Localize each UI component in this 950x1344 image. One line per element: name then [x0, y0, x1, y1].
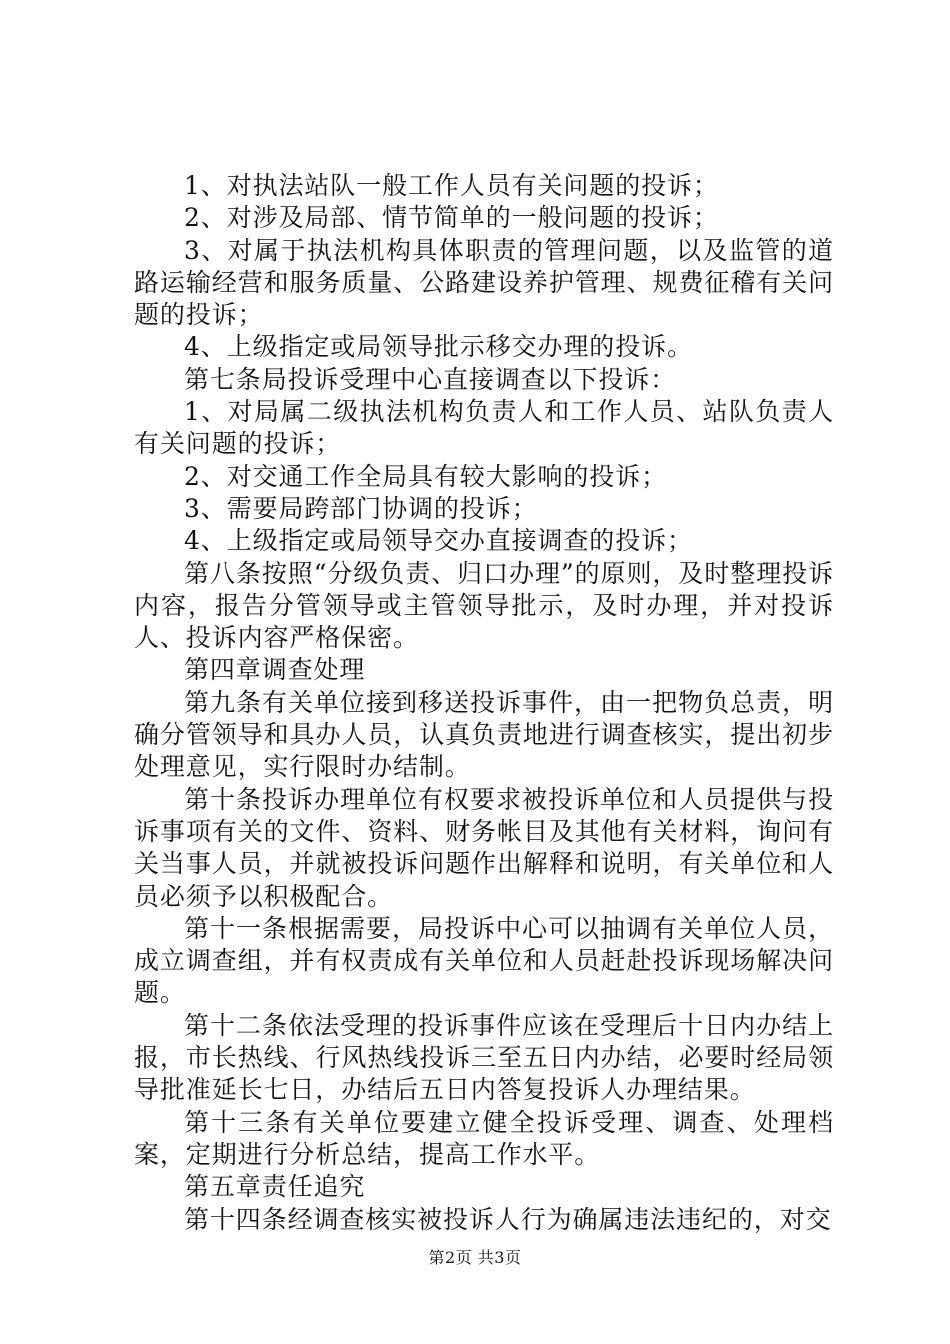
- article-12: 第十二条依法受理的投诉事件应该在受理后十日内办结上报，市长热线、行风热线投诉三至五日内办结，必要时经局领导批准延长七日，办结后五日内答复投诉人办理结果。: [134, 1010, 834, 1105]
- article-11: 第十一条根据需要，局投诉中心可以抽调有关单位人员，成立调查组，并有权责成有关单位和人员赶赴投诉现场解决问题。: [134, 913, 834, 1008]
- article-14: 第十四条经调查核实被投诉人行为确属违法违纪的，对交: [184, 1204, 832, 1234]
- article-10: 第十条投诉办理单位有权要求被投诉单位和人员提供与投诉事项有关的文件、资料、财务帐目及其他有关材料，询问有关当事人员，并就被投诉问题作出解释和说明，有关单位和人员必须予以积极配合。: [134, 784, 834, 911]
- paragraph-7: 2、对交通工作全局具有较大影响的投诉；: [184, 461, 668, 491]
- chapter-4-heading: 第四章调查处理: [184, 655, 366, 685]
- paragraph-9: 4、上级指定或局领导交办直接调查的投诉；: [184, 526, 693, 556]
- paragraph-6: 1、对局属二级执法机构负责人和工作人员、站队负责人有关问题的投诉；: [134, 397, 834, 459]
- document-body: [134, 170, 834, 1236]
- chapter-5-heading: 第五章责任追究: [184, 1172, 366, 1202]
- paragraph-3: 3、对属于执法机构具体职责的管理问题，以及监管的道路运输经营和服务质量、公路建设养护管理、规费征稽有关问题的投诉；: [134, 235, 834, 330]
- article-13: 第十三条有关单位要建立健全投诉受理、调查、处理档案，定期进行分析总结，提高工作水平。: [134, 1107, 834, 1169]
- paragraph-8: 3、需要局跨部门协调的投诉；: [184, 493, 538, 523]
- page-number-footer: 第2页 共3页: [428, 1248, 522, 1267]
- article-7: 第七条局投诉受理中心直接调查以下投诉：: [184, 364, 677, 394]
- article-8: 第八条按照“分级负责、归口办理”的原则，及时整理投诉内容，报告分管领导或主管领导批示，及时办理，并对投诉人、投诉内容严格保密。: [134, 558, 834, 653]
- paragraph-2: 2、对涉及局部、情节简单的一般问题的投诉；: [184, 203, 719, 233]
- article-9: 第九条有关单位接到移送投诉事件，由一把物负总责，明确分管领导和具办人员，认真负责地进行调查核实，提出初步处理意见，实行限时办结制。: [134, 687, 834, 782]
- paragraph-4: 4、上级指定或局领导批示移交办理的投诉。: [184, 332, 693, 362]
- paragraph-1: 1、对执法站队一般工作人员有关问题的投诉；: [184, 171, 719, 200]
